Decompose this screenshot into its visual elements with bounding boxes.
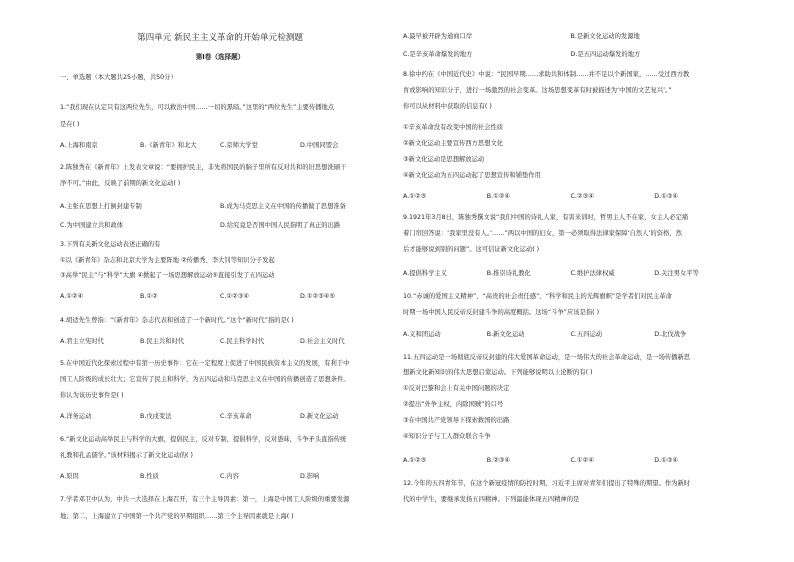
question-9-options (403, 270, 738, 278)
question-9-stem: 9.1921年3月8日，陈独秀撰文说“我们中国的诗礼人家，有害来训时，哲男主人不在家，女主人必定痛 (403, 214, 689, 221)
option-d[interactable]: D.①③④ (654, 193, 679, 200)
option-c[interactable]: C.京师大学堂 (220, 142, 258, 149)
volume-heading: 第Ⅰ卷（选择题） (195, 53, 245, 61)
option-b[interactable]: B.戊戌变法 (140, 413, 172, 420)
statement-3: ③新文化运动是思想解放运动 (403, 156, 485, 163)
option-d[interactable]: D.①②③④⑤ (300, 293, 336, 300)
option-a[interactable]: A.义和团运动 (403, 331, 441, 338)
question-8-stem: 8.徐中约在《中国近代史》中说：“民国早期……求助共和体制……并不足以个新国家，……受过西方教 (403, 71, 690, 78)
question-2-options-row2 (60, 222, 380, 230)
option-d[interactable]: D.关注男女平等 (654, 270, 699, 277)
question-5-stem: 5.在中国近代化探索过程中有第一历史事件：它在一定程度上促进了中国民族资本主义的发展，有利于中 (60, 360, 350, 367)
question-12-stem: 12.今年的五四青年节，在这个新冠疫情的防控时期，习近平主席对青年们提出了特殊的期望。作为新时 (403, 480, 691, 487)
option-b[interactable]: B.民主共和时代 (140, 338, 185, 345)
option-a[interactable]: A.最早被开辟为通商口岸 (403, 33, 473, 40)
option-d[interactable]: D.①③④ (654, 457, 679, 464)
statement-1: ①辛亥革命没有改变中国的社会性质 (403, 124, 504, 131)
option-b[interactable]: B.①②④ (486, 193, 511, 200)
option-a[interactable]: A.洋务运动 (60, 413, 92, 420)
option-a[interactable]: A.原因 (60, 473, 79, 480)
question-11-stem: 11.五四运动是一场彻底反帝反封建的伟大爱国革命运动，是一场伟大的社会革命运动，是一场传播新思 (403, 354, 691, 361)
question-2-stem: 2.陈独秀在《新青年》上发表文章说：“要拥护民主，非先将国民的脑子里所有反对共和的旧思想洗刷干 (60, 164, 347, 171)
option-b[interactable]: B.新文化运动 (486, 331, 525, 338)
statement-2: ②提出“外争主权，内除国贼”的口号 (403, 401, 504, 408)
statement-3: ③在中国共产党领导下探索救国的出路 (403, 417, 510, 424)
statement-4: ④新文化运动为五四运动起了思想宣传和铺垫作用 (403, 172, 541, 179)
question-11-options (403, 457, 738, 465)
statement-4: ④知识分子与工人群众联合斗争 (403, 433, 491, 440)
question-10-options (403, 331, 738, 339)
exam-title: 第四单元 新民主主义革命的开始单元检测题 (136, 33, 303, 43)
option-c[interactable]: C.内容 (220, 473, 239, 480)
option-a[interactable]: A.上海和南京 (60, 142, 98, 149)
statement-2: ②新文化运动主要宣传西方思想文化 (403, 140, 504, 147)
question-1-stem: 1.“我们现在认定只有这两位先生，可以救治中国……一切的黑暗。”这里的“两位先生”主要传播地点 (60, 104, 335, 111)
option-b[interactable]: B.性质 (140, 473, 159, 480)
option-a[interactable]: A.主张在思想上打倒封建专制 (60, 203, 142, 210)
option-b[interactable]: B.推崇诗礼教化 (486, 270, 531, 277)
option-b[interactable]: B.②③④ (486, 457, 511, 464)
option-a[interactable]: A.君主立宪时代 (60, 338, 104, 345)
option-a[interactable]: A.①②③ (403, 193, 427, 200)
option-c[interactable]: C.①②③④ (220, 293, 249, 300)
question-6-stem: 6.“新文化运动高举民主与科学的大旗，提倡民主，反对专制，提倡科学，反对愚昧，斗争矛头直指传统 (60, 436, 347, 443)
option-c[interactable]: C.辛亥革命 (220, 413, 252, 420)
question-7-options-row1 (403, 33, 738, 41)
option-d[interactable]: D.影响 (300, 473, 320, 480)
option-d[interactable]: D.北伐战争 (654, 331, 687, 338)
option-c[interactable]: C.五四运动 (570, 331, 603, 338)
option-c[interactable]: C.民主科学时代 (220, 338, 265, 345)
option-b[interactable]: B.①② (140, 293, 158, 300)
question-3-stem: 3.下列有关新文化运动表述正确的有 (60, 241, 161, 248)
option-d[interactable]: D.是五四运动爆发的地方 (570, 51, 641, 58)
question-6-options (60, 473, 380, 481)
section-heading: 一、单选题（本大题共25小题，共50分） (60, 74, 177, 81)
statement-1: ①反对巴黎和会上有关中国问题的决定 (403, 385, 510, 392)
question-10-stem: 10.“赤诚的爱国主义精神”、“高贵的社会责任感”、“科学和民主的光辉旗帜”是学者们对民主革命 (403, 293, 672, 300)
option-c[interactable]: C.①②④ (570, 457, 594, 464)
option-a[interactable]: A.①②④ (60, 293, 84, 300)
option-b[interactable]: B.《新青年》和北大 (140, 142, 197, 149)
question-8-options (403, 193, 738, 201)
option-b[interactable]: B.是新文化运动的发源地 (570, 33, 640, 40)
question-2-options-row1 (60, 203, 380, 211)
question-4-options (60, 338, 380, 346)
question-4-stem: 4.胡适先生曾指：“《新青年》杂志代表和创造了一个新时代。”这个“新时代”指的是( ) (60, 317, 294, 324)
option-c[interactable]: C.为中国建立共和政体 (60, 222, 124, 229)
option-a[interactable]: A.①②③ (403, 457, 427, 464)
option-a[interactable]: A.提倡科学主义 (403, 270, 447, 277)
option-d[interactable]: D.社会主义时代 (300, 338, 345, 345)
question-3-options (60, 293, 380, 301)
option-c[interactable]: C.是辛亥革命爆发的地方 (403, 51, 473, 58)
option-c[interactable]: C.维护法律权威 (570, 270, 615, 277)
question-7-options-row2 (403, 51, 738, 59)
option-d[interactable]: D.给究竟是否国中国人民指明了真正的出路 (220, 222, 341, 229)
option-d[interactable]: D.新文化运动 (300, 413, 339, 420)
option-b[interactable]: B.成为马克思主义在中国的传播做了思想准备 (220, 203, 346, 210)
question-7-stem: 7.学者邓卫中认为，中共一大选择在上海召开，有三个主导因素：第一，上海是中国工人阶级的重要发源 (60, 496, 350, 503)
option-c[interactable]: C.②③④ (570, 193, 594, 200)
exam-page: 第四单元 新民主主义革命的开始单元检测题 第Ⅰ卷（选择题） 一、单选题（本大题共25小题，共50分） 1.“我们现在认定只有这两位先生，可以救治中国……一切的黑暗。”这里的“两位先生”主要传播地点 是在( ) A.上海和南京 B.《新青年》和北大 C.京师大学堂 D.中国同盟会 2.陈独秀在《新青年》上发表文章说：“要拥护民主，非先将国民的脑子里所有反对共和的旧思想洗刷干 净不可。”由此，反映了前期的新文化运动( ) A.主张在思想上打倒封建专制 B.成为马克思主义在中国的传播做了思想准备 C.为中国建立共和政体 D.给究竟是否国中国人民指明了真正的出路 3.下列有关新文化运动表述正确的有 ①以《新青年》杂志和北京大学为主要阵地 ②传播秀、李大钊等知识分子发起 ③高举“民主”与“科学”大旗 ④掀起了一场思想解放运动⑤直接引发了五四运动 A.①②④ B.①② C.①②③④ D.①②③④⑤ 4.胡适先生曾指：“《新青年》杂志代表和创造了一个新时代。”这个“新时代”指的是( ) A.君主立宪时代 B.民主共和时代 C.民主科学时代 D.社会主义时代 5.在中国近代化探索过程中有第一历史事件：它在一定程度上促进了中国民族资本主义的发展，有利于中 国工人阶级的成长壮大；它宣传了民主和科学，为五四运动和马克思主义在中国的传播创造了思想条件。 你认为该历史事件是( ) A.洋务运动 B.戊戌变法 C.辛亥革命 D.新文化运动 6.“新文化运动高举民主与科学的大旗，提倡民主，反对专制，提倡科学，反对愚昧，斗争矛头直指传统 礼教和孔孟儒学。”该材料揭示了新文化运动的( ) A.原因 B.性质 C.内容 D.影响 7.学者邓卫中认为，中共一大选择在上海召开，有三个主导因素：第一，上海是中国工人阶级的重要发源 地；第二，上海建立了中国第一个共产党的早期组织……第三个主导因素就是上海( ) A.最早被开辟为通商口岸 B.是新文化运动的发源地 C.是辛亥革命爆发的地方 D.是五四运动爆发的地方 8.徐中约在《中国近代史》中说：“民国早期……求助共和体制……并不足以个新国家，……受过西方教 育或影响的知识分子，进行一场激烈的社会变革。这场思想变革有时被描述为‘中国的文艺复兴’。” 你可以从材料中获取的信息有( ) ①辛亥革命没有改变中国的社会性质 ②新文化运动主要宣传西方思想文化 ③新文化运动是思想解放运动 ④新文化运动为五四运动起了思想宣传和铺垫作用 A.①②③ B.①②④ C.②③④ D.①③④ 9.1921年3月8日，陈独秀撰文说“我们中国的诗礼人家，有害来训时，哲男主人不在家，女主人必定痛 着门帘回答说：‘我家里没有人。’……”两以中国的妇女，第一必须取得法律家保障‘自然人’的资格，然 后才能够说到别的问题”。这可信证新文化运动( ) A.提倡科学主义 B.推崇诗礼教化 C.维护法律权威 D.关注男女平等 10.“赤诚的爱国主义精神”、“高贵的社会责任感”、“科学和民主的光辉旗帜”是学者们对民主革命 时期一场中国人民反帝反封建斗争的高度概括。这场“斗争”应该是指( ) A.义和团运动 B.新文化运动 C.五四运动 D.北伐战争 11.五四运动是一场彻底反帝反封建的伟大爱国革命运动，是一场伟大的社会革命运动，是一场传播新思 想新文化新知识的伟大思想启蒙运动。下列能够说明以上论断的有( ) ①反对巴黎和会上有关中国问题的决定 ②提出“外争主权，内除国贼”的口号 ③在中国共产党领导下探索救国的出路 ④知识分子与工人群众联合斗争 A.①②③ B.②③④ C.①②④ D.①③④ 12.今年的五四青年节，在这个新冠疫情的防控时期，习近平主席对青年们提出了特殊的期望。作为新时 代的中学生，要继承发扬五四精神。下列最能体现五四精神的是 (0, 0, 794, 562)
question-1-options (60, 142, 380, 150)
option-d[interactable]: D.中国同盟会 (300, 142, 339, 149)
question-5-options (60, 413, 380, 421)
